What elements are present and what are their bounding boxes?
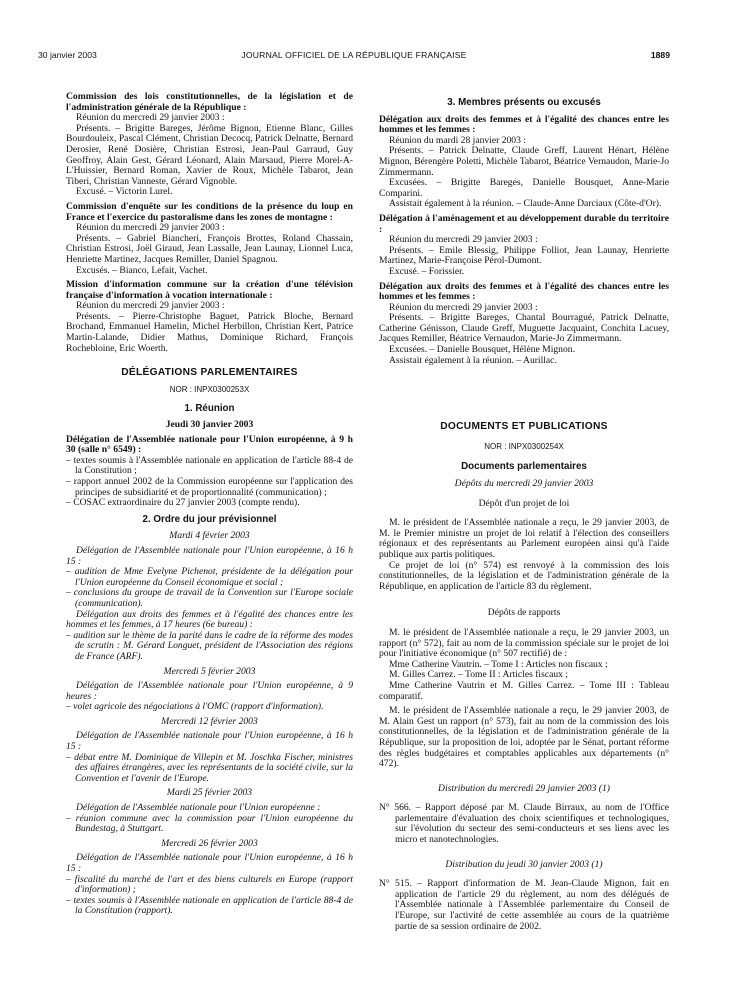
depot-projet-heading: Dépôt d'un projet de loi: [478, 497, 570, 509]
agenda-item: – fiscalité du marché de l'art et des biens culturels en Europe (rapport d'information) ;: [66, 873, 353, 896]
commission-lois-meeting: Réunion du mercredi 29 janvier 2003 :: [76, 112, 225, 124]
reunion-day: Jeudi 30 janvier 2003: [165, 419, 254, 431]
deleg-femmes2-title: Délégation aux droits des femmes et à l'égalité des chances entre les hommes et les femmes :: [379, 280, 669, 303]
delegations-nor: NOR : INPX0300253X: [169, 384, 250, 394]
deleg-amenagement-excuse: Excusé. – Forissier.: [389, 265, 465, 277]
journal-title: JOURNAL OFFICIEL DE LA RÉPUBLIQUE FRANÇAISE: [241, 50, 467, 60]
mission-tv-meeting: Réunion du mercredi 29 janvier 2003 :: [76, 300, 225, 312]
agenda-delegation: Délégation de l'Assemblée nationale pour l'Union européenne, à 16 h 15 :: [66, 852, 353, 874]
projet-paragraph: Ce projet de loi (n° 574) est renvoyé à la commission des lois constitutionnelles, de la législation et de l'administration générale de la République, en application de l'article 83 du règlement.: [379, 559, 669, 592]
documents-heading: DOCUMENTS ET PUBLICATIONS: [440, 421, 608, 433]
deleg-femmes2-present: Présents. – Brigitte Bareges, Chantal Bourragué, Patrick Delnatte, Catherine Génisson, Claude Greff, Muguette Jacquaint, Conchita Lacuey, Jacques Remiller, Béatrice Vernaudon, Marie-Jo Zimmermann.: [379, 312, 669, 345]
commission-loup-excuse: Excusés. – Bianco, Lefait, Vachet.: [76, 264, 208, 276]
agenda-day: Mercredi 5 février 2003: [163, 665, 256, 677]
page-header: [38, 50, 670, 64]
mission-tv-present: Présents. – Pierre-Christophe Baguet, Patrick Bloche, Bernard Brochand, Emmanuel Hamelin, Michel Herbillon, Christian Kert, Patrice Martin-Lalande, Didier Mathus, Dominique Richard, François Rochebloine, Eric Woerth.: [66, 310, 353, 354]
document-entry: N° 515. – Rapport d'information de M. Jean-Claude Mignon, fait en application de l'article 29 du règlement, au nom des délégués de l'Assemblée nationale à l'Assemblée parlementaire du Conseil de l'Europe, sur l'activité de cette assemblée au cours de la quatrième partie de sa session ordinaire de 2002.: [379, 878, 669, 932]
distribution-date: Distribution du mercredi 29 janvier 2003 (1): [438, 782, 610, 794]
section-membres: 3. Membres présents ou excusés: [447, 97, 601, 108]
left-column: [66, 92, 353, 917]
reunion-delegation: Délégation de l'Assemblée nationale pour l'Union européenne, à 9 h 30 (salle n° 6549) :: [66, 433, 353, 456]
deleg-femmes-excuse: Excusées. – Brigitte Bareges, Danielle Bousquet, Anne-Marie Comparini.: [379, 177, 669, 199]
reunion-item: – COSAC extraordinaire du 27 janvier 2003 (compte rendu).: [66, 497, 300, 509]
header-date: 30 janvier 2003: [38, 50, 97, 60]
reunion-item: – rapport annuel 2002 de la Commission européenne sur l'application des principes de subsidiarité et de proportionnalité (communication) ;: [66, 476, 353, 498]
deleg-amenagement-meeting: Réunion du mercredi 29 janvier 2003 :: [389, 234, 538, 246]
deleg-femmes2-meeting: Réunion du mercredi 29 janvier 2003 :: [389, 301, 538, 313]
agenda-day: Mardi 4 février 2003: [169, 530, 250, 542]
depots-date: Dépôts du mercredi 29 janvier 2003: [454, 478, 594, 490]
page-number: 1889: [650, 50, 670, 60]
deleg-amenagement-present: Présents. – Emile Blessig, Philippe Folliot, Jean Launay, Henriette Martinez, Marie-Françoise Pérol-Dumont.: [379, 244, 669, 267]
section-reunion: 1. Réunion: [184, 403, 235, 415]
deleg-femmes-present: Présents. – Patrick Delnatte, Claude Greff, Laurent Hénart, Hélène Mignon, Bérengère Poletti, Michèle Tabarot, Béatrice Vernaudon, Marie-Jo Zimmermann.: [379, 145, 669, 178]
agenda-day: Mardi 25 février 2003: [166, 787, 253, 799]
deleg-femmes2-assist: Assistait également à la réunion. – Aurillac.: [389, 354, 557, 366]
agenda-item: – audition de Mme Evelyne Pichenot, présidente de la délégation pour l'Union européenne du Conseil économique et social ;: [66, 566, 353, 588]
rapport-paragraph: M. le président de l'Assemblée nationale a reçu, le 29 janvier 2003, un rapport (n° 572), fait au nom de la commission spéciale sur le projet de loi pour l'initiative économique (n° 507 rectifié) de :: [379, 626, 669, 660]
rapport-tome: Mme Catherine Vautrin. – Tome I : Articles non fiscaux ;: [389, 658, 608, 670]
documents-parlementaires: Documents parlementaires: [461, 461, 587, 473]
deleg-femmes2-excuse: Excusées. – Danielle Bousquet, Hélène Mignon.: [389, 344, 575, 356]
commission-lois-excuse: Excusé. – Victorin Lurel.: [76, 186, 173, 198]
agenda-item: – textes soumis à l'Assemblée nationale en application de l'article 88-4 de la Constitution (rapport).: [66, 894, 353, 917]
agenda-day: Mercredi 12 février 2003: [161, 715, 258, 727]
commission-loup-meeting: Réunion du mercredi 29 janvier 2003 :: [76, 222, 225, 234]
rapport-tome: M. Gilles Carrez. – Tome II : Articles fiscaux ;: [389, 669, 568, 681]
delegations-heading: DÉLÉGATIONS PARLEMENTAIRES: [121, 367, 298, 379]
agenda-delegation: Délégation de l'Assemblée nationale pour l'Union européenne, à 9 heures :: [66, 680, 353, 702]
rapport-tome: Mme Catherine Vautrin et M. Gilles Carrez. – Tome III : Tableau comparatif.: [379, 679, 669, 702]
agenda-item: – conclusions du groupe de travail de la Convention sur l'Europe sociale (communication).: [66, 587, 353, 609]
agenda-day: Mercredi 26 février 2003: [161, 837, 258, 849]
documents-nor: NOR : INPX0300254X: [484, 441, 564, 451]
agenda-delegation: Délégation de l'Assemblée nationale pour l'Union européenne, à 16 h 15 :: [66, 730, 353, 753]
section-ordre-du-jour: 2. Ordre du jour prévisionnel: [142, 513, 277, 525]
document-entry: N° 566. – Rapport déposé par M. Claude Birraux, au nom de l'Office parlementaire d'évaluation des choix scientifiques et technologiques, sur l'évolution du secteur des semi-conducteurs et ses liens avec les micro et nanotechnologies.: [379, 802, 669, 846]
deleg-femmes-assist: Assistait également à la réunion. – Claude-Anne Darciaux (Côte-d'Or).: [389, 198, 662, 210]
commission-loup-title: Commission d'enquête sur les conditions de la présence du loup en France et l'exercice du pastoralisme dans les zones de montagne :: [66, 200, 353, 223]
agenda-item: – volet agricole des négociations à l'OMC (rapport d'information).: [66, 701, 324, 713]
right-column: [379, 92, 669, 932]
mission-tv-title: Mission d'information commune sur la création d'une télévision française d'information à vocation internationale :: [66, 279, 353, 301]
agenda-delegation: Délégation aux droits des femmes et à l'égalité des chances entre les hommes et les femmes, à 17 heures (6e bureau) :: [66, 608, 353, 631]
distribution-date: Distribution du jeudi 30 janvier 2003 (1): [445, 858, 603, 870]
commission-lois-title: Commission des lois constitutionnelles, de la législation et de l'administration générale de la République :: [66, 91, 353, 113]
depots-rapports-heading: Dépôts de rapports: [487, 607, 561, 619]
agenda-item: – audition sur le thème de la parité dans le cadre de la réforme des modes de scrutin : M. Gérard Longuet, président de l'Association des régions de France (ARF).: [66, 629, 353, 662]
commission-loup-present: Présents. – Gabriel Biancheri, François Brottes, Roland Chassain, Christian Estrosi, Joël Giraud, Jean Lassalle, Jean Launay, Lionnel Luca, Henriette Martinez, Jacques Remiller, Daniel Spagnou.: [66, 232, 353, 265]
projet-paragraph: M. le président de l'Assemblée nationale a reçu, le 29 janvier 2003, de M. le Premier ministre un projet de loi relatif à l'élection des conseillers régionaux et des représentants au Parlement européen ainsi qu'à l'aide publique aux partis politiques.: [379, 517, 669, 560]
deleg-femmes-title: Délégation aux droits des femmes et à l'égalité des chances entre les hommes et les femmes :: [379, 113, 669, 136]
reunion-item: – textes soumis à l'Assemblée nationale en application de l'article 88-4 de la Constitution ;: [66, 454, 353, 477]
agenda-item: – débat entre M. Dominique de Villepin et M. Joschka Fischer, ministres des affaires étrangères, avec les représentants de la société civile, sur la Convention et l'avenir de l'Europe.: [66, 751, 353, 784]
agenda-delegation: Délégation de l'Assemblée nationale pour l'Union européenne :: [76, 802, 321, 814]
commission-lois-present: Présents. – Brigitte Bareges, Jérôme Bignon, Etienne Blanc, Gilles Bourdouleix, Pascal Clément, Christian Decocq, Patrick Delnatte, Bernard Derosier, René Dosière, Christian Estrosi, Jean-Paul Garraud, Guy Geoffroy, Alain Gest, Gérard Léonard, Alain Marsaud, Pierre Morel-A-L'Huissier, Bernard Roman, Xavier de Roux, Michèle Tabarot, Jean Tiberi, Christian Vanneste, Gérard Vignoble.: [66, 122, 353, 187]
rapport-paragraph: M. le président de l'Assemblée nationale a reçu, le 29 janvier 2003, de M. Alain Gest un rapport (n° 573), fait au nom de la commission des lois constitutionnelles, de la législation et de l'administration générale de la République, sur la proposition de loi, adoptée par le Sénat, portant réforme des règles budgétaires et comptables applicables aux départements (n° 472).: [379, 705, 669, 770]
agenda-delegation: Délégation de l'Assemblée nationale pour l'Union européenne, à 16 h 15 :: [66, 544, 353, 567]
deleg-femmes-meeting: Réunion du mardi 28 janvier 2003 :: [389, 134, 526, 146]
deleg-amenagement-title: Délégation à l'aménagement et au développement durable du territoire :: [379, 212, 669, 235]
agenda-item: – réunion commune avec la commission pour l'Union européenne du Bundestag, à Stuttgart.: [66, 812, 353, 835]
